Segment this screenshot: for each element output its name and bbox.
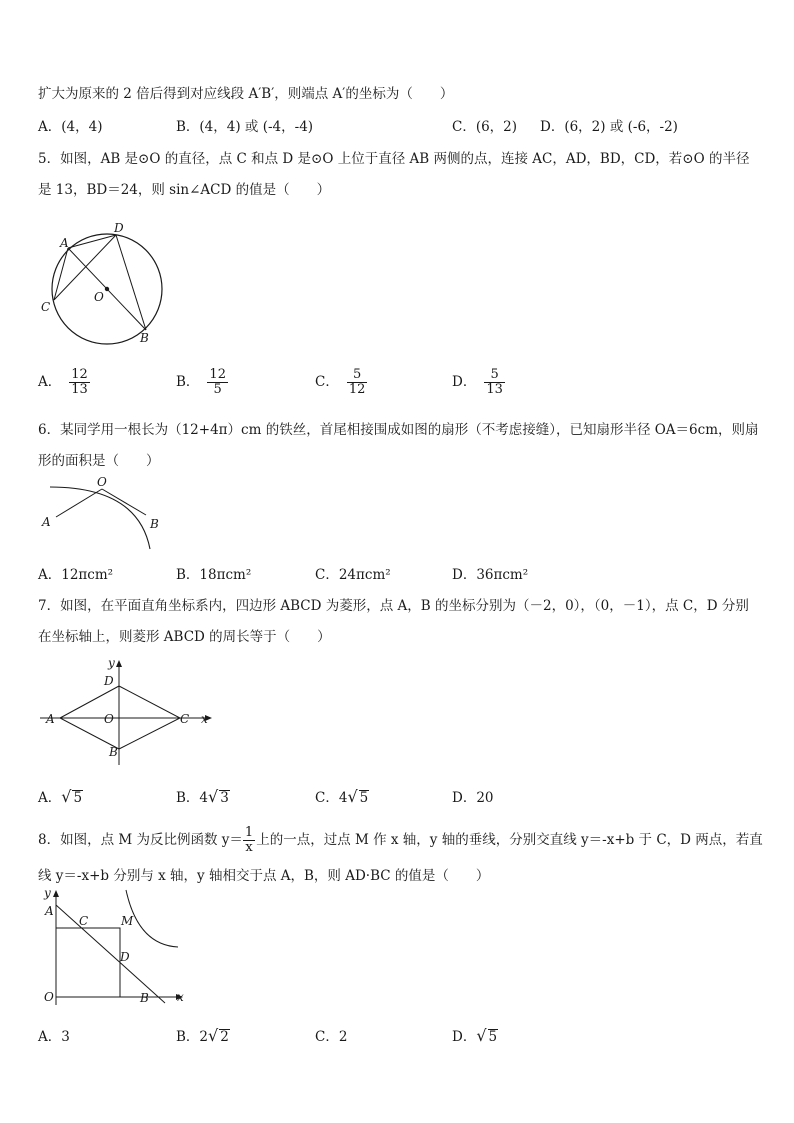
- q7-stem-line2: 在坐标轴上，则菱形 ABCD 的周长等于（ ）: [38, 629, 331, 645]
- q4-option-c[interactable]: C．(6，2): [452, 119, 518, 135]
- q8-option-b[interactable]: [176, 1025, 230, 1045]
- q5-option-c-den: 12: [348, 382, 366, 397]
- q8-label-y: y: [44, 886, 51, 900]
- q7-option-a-radical-icon: √: [61, 787, 72, 806]
- q8-frac-num: 1: [244, 825, 254, 840]
- q7-option-b-letter: B．: [176, 790, 200, 806]
- q5-label-d: D: [114, 221, 124, 235]
- q6-radius-oa: [56, 489, 102, 517]
- q5-option-b-letter: B．: [176, 374, 200, 390]
- q7-option-c[interactable]: [315, 786, 369, 806]
- q6-label-a: A: [42, 515, 51, 529]
- q6-option-d[interactable]: D．36πcm²: [452, 567, 529, 583]
- q7-option-d-text: 20: [476, 790, 494, 806]
- q5-option-c-letter: C．: [315, 374, 339, 390]
- q8-stem-pre: 8．如图，点 M 为反比例函数 y＝: [38, 832, 243, 848]
- q6-stem-line2: 形的面积是（ ）: [38, 453, 160, 469]
- q8-label-o: O: [44, 990, 54, 1004]
- q4-option-d[interactable]: D．(6，2) 或 (-6，-2): [540, 119, 678, 135]
- q7-label-a: A: [46, 712, 55, 726]
- q7-option-d-letter: D．: [452, 790, 477, 806]
- q8-option-d[interactable]: [452, 1025, 498, 1045]
- q4-option-b[interactable]: B．(4，4) 或 (-4，-4): [176, 119, 314, 135]
- q7-stem-line1: 7．如图，在平面直角坐标系内，四边形 ABCD 为菱形，点 A，B 的坐标分别为（－2，0），（0，－1），点 C，D 分别: [38, 598, 749, 614]
- q7-label-d: D: [104, 674, 114, 688]
- q5-option-b[interactable]: [176, 368, 228, 397]
- q7-option-c-letter: C．: [315, 790, 339, 806]
- q4-option-a[interactable]: A．(4，4): [38, 119, 103, 135]
- q7-option-a-radicand: 5: [73, 790, 83, 806]
- q5-option-d-den: 13: [486, 382, 503, 397]
- q7-option-b[interactable]: [176, 786, 230, 806]
- q5-label-o: O: [94, 290, 104, 304]
- q6-radius-ob: [102, 489, 146, 515]
- q8-option-a-letter: A．: [38, 1029, 62, 1045]
- q5-option-a-den: 13: [71, 382, 88, 397]
- q7-label-c: C: [180, 712, 190, 726]
- q8-label-a: A: [45, 904, 54, 918]
- q8-label-d: D: [120, 950, 130, 964]
- q8-option-d-radicand: 5: [488, 1029, 498, 1045]
- q6-label-b: B: [150, 517, 159, 531]
- q5-stem-line1: 5．如图，AB 是⊙O 的直径，点 C 和点 D 是⊙O 上位于直径 AB 两侧的点，连接 AC，AD，BD，CD，若⊙O 的半径: [38, 151, 750, 167]
- q8-option-d-radical-icon: √: [476, 1026, 487, 1045]
- q5-option-a[interactable]: [38, 368, 90, 397]
- q6-stem-line1: 6．某同学用一根长为（12+4π）cm 的铁丝，首尾相接围成如图的扇形（不考虑接缝），已知扇形半径 OA＝6cm，则扇: [38, 422, 759, 438]
- q8-label-b: B: [140, 991, 149, 1005]
- q8-option-b-radicand: 2: [220, 1029, 229, 1045]
- q5-chord-bd: [116, 235, 146, 330]
- q8-label-c: C: [79, 914, 89, 928]
- q8-stem-fraction: [243, 826, 255, 855]
- q8-stem-post: 上的一点，过点 M 作 x 轴，y 轴的垂线，分别交直线 y＝-x+b 于 C，D 两点，若直: [256, 832, 763, 848]
- q5-option-b-den: 5: [213, 382, 222, 397]
- q7-option-a-letter: A．: [38, 790, 62, 806]
- q5-option-d-num: 5: [484, 368, 505, 383]
- q5-option-d-fraction: [484, 368, 505, 397]
- q5-option-d[interactable]: [452, 368, 505, 397]
- q5-option-a-letter: A．: [38, 374, 62, 390]
- q8-hyperbola-figure: [38, 885, 198, 1010]
- q7-option-a[interactable]: [38, 786, 83, 806]
- q5-center-point: [105, 287, 109, 291]
- q5-label-b: B: [140, 331, 149, 345]
- q7-label-x: x: [201, 712, 208, 726]
- q6-option-c[interactable]: C．24πcm²: [315, 567, 391, 583]
- q7-rhombus-figure: [40, 655, 220, 770]
- q8-hyperbola-curve: [126, 890, 178, 947]
- q7-option-c-radical-icon: √: [347, 787, 358, 806]
- q8-option-c-text: 2: [338, 1029, 348, 1045]
- q5-option-c[interactable]: [315, 368, 367, 397]
- q7-y-axis-arrow: [116, 660, 122, 667]
- q8-label-x: x: [177, 990, 184, 1004]
- q7-label-y: y: [108, 656, 115, 670]
- q5-label-c: C: [41, 300, 51, 314]
- q6-option-b[interactable]: B．18πcm²: [176, 567, 252, 583]
- q8-stem-line1: [38, 826, 763, 855]
- q7-option-d[interactable]: [452, 786, 494, 806]
- q5-option-a-num: 12: [71, 367, 88, 382]
- q8-option-c-letter: C．: [315, 1029, 339, 1045]
- q8-option-c[interactable]: [315, 1025, 347, 1045]
- q5-option-b-num: 12: [209, 367, 226, 382]
- q5-stem-line2: 是 13，BD＝24，则 sin∠ACD 的值是（ ）: [38, 182, 331, 198]
- q8-line-ab: [56, 905, 165, 1003]
- q6-sector-figure: [38, 473, 168, 553]
- q8-option-a[interactable]: [38, 1025, 70, 1045]
- q5-option-b-fraction: [207, 368, 228, 397]
- q8-option-d-letter: D．: [452, 1029, 477, 1045]
- q7-label-o: O: [104, 712, 114, 726]
- q5-option-c-fraction: [347, 368, 368, 397]
- q5-chord-ad: [68, 235, 116, 248]
- q6-sector-arc: [50, 487, 150, 549]
- q7-option-c-radicand: 5: [359, 790, 369, 806]
- q5-label-a: A: [60, 236, 69, 250]
- q8-label-m: M: [121, 914, 134, 928]
- q8-option-b-radical-icon: √: [208, 1026, 219, 1045]
- q7-option-b-radicand: 3: [220, 790, 229, 806]
- q8-option-a-text: 3: [61, 1029, 70, 1045]
- q7-label-b: B: [109, 745, 118, 759]
- q5-option-a-fraction: [69, 368, 90, 397]
- q8-frac-den: x: [245, 840, 253, 855]
- q8-stem-line2: 线 y＝-x+b 分别与 x 轴，y 轴相交于点 A，B，则 AD·BC 的值是（ ）: [38, 868, 490, 884]
- q8-option-b-coef: 2: [199, 1029, 209, 1045]
- q4-stem-line: 扩大为原来的 2 倍后得到对应线段 A′B′，则端点 A′的坐标为（ ）: [38, 86, 454, 102]
- q6-option-a[interactable]: A．12πcm²: [38, 567, 114, 583]
- q7-option-c-coef: 4: [338, 790, 348, 806]
- q6-label-o: O: [97, 475, 107, 489]
- q8-option-b-letter: B．: [176, 1029, 200, 1045]
- q8-rectangle-om: [56, 928, 120, 997]
- q7-option-b-radical-icon: √: [208, 787, 219, 806]
- q7-option-b-coef: 4: [199, 790, 209, 806]
- q5-option-c-num: 5: [347, 368, 368, 383]
- q5-option-d-letter: D．: [452, 374, 477, 390]
- q5-circle-figure: [30, 215, 180, 350]
- q8-y-axis-arrow: [53, 890, 59, 897]
